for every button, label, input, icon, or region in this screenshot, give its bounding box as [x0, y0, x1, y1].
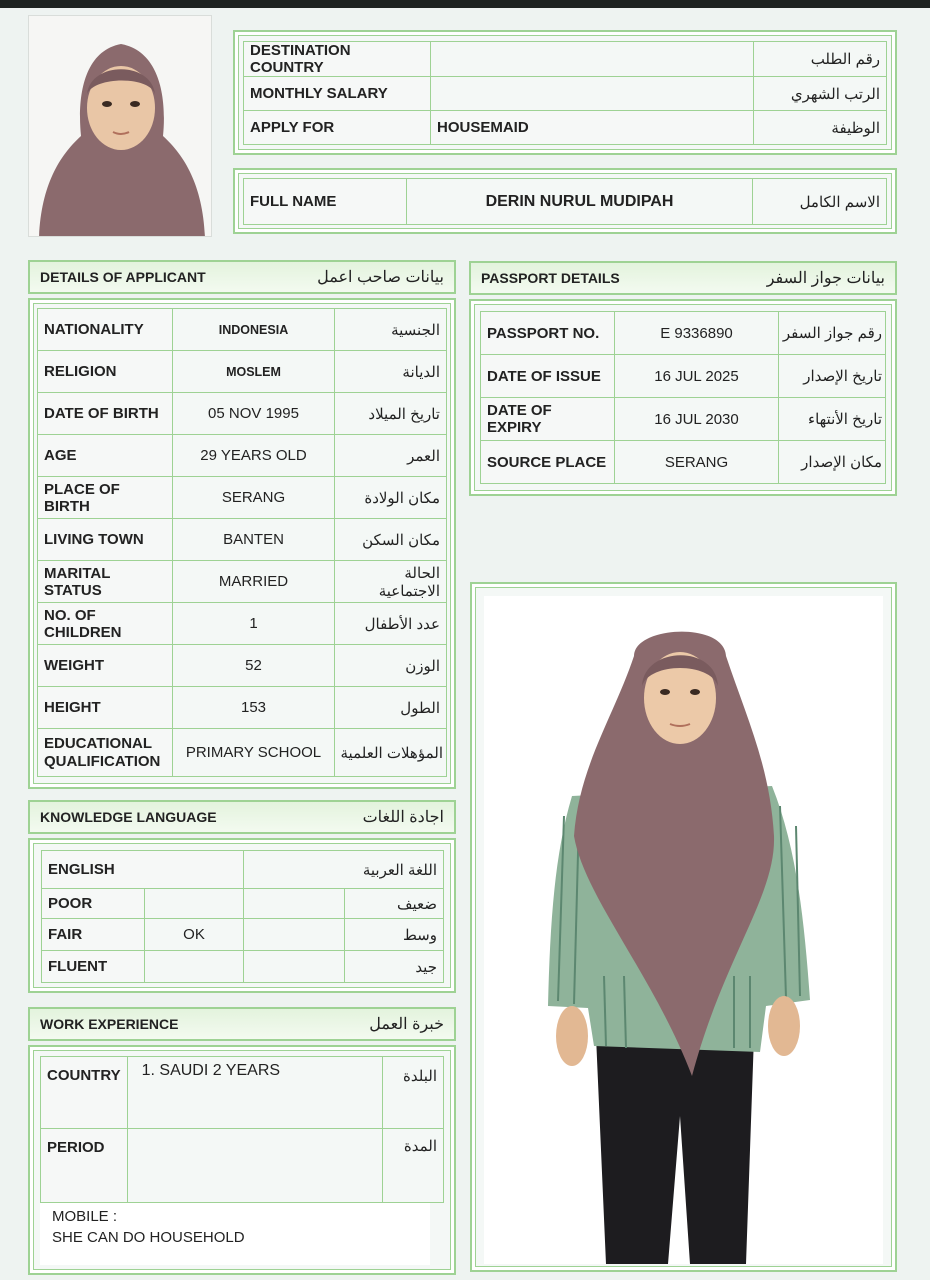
english-label: ENGLISH	[42, 851, 244, 889]
row-label: DATE OF EXPIRY	[481, 398, 615, 441]
arabic-label: اللغة العربية	[244, 851, 444, 889]
table-row	[38, 477, 447, 519]
row-value: 05 NOV 1995	[173, 393, 335, 435]
applicant-table	[37, 308, 447, 777]
row-value: 153	[173, 687, 335, 729]
value	[431, 42, 754, 77]
passport-header	[469, 261, 897, 295]
row-label: AGE	[38, 435, 173, 477]
notes-box	[40, 1203, 430, 1265]
row-label-ar: رقم جواز السفر	[779, 312, 886, 355]
job-table	[243, 41, 887, 145]
row-value: 1	[173, 603, 335, 645]
row-monthly-salary	[244, 77, 887, 111]
row-label: PLACE OF BIRTH	[38, 477, 173, 519]
applicant-header	[28, 260, 456, 294]
row-label-ar: الطول	[335, 687, 447, 729]
work-header-title: WORK EXPERIENCE	[40, 1016, 179, 1032]
label-ar: الرتب الشهري	[754, 77, 887, 111]
row-label: DATE OF BIRTH	[38, 393, 173, 435]
row-value: MARRIED	[173, 561, 335, 603]
label: APPLY FOR	[244, 111, 431, 145]
level-label-ar: وسط	[345, 919, 444, 951]
label-line-2: QUALIFICATION	[44, 752, 161, 770]
table-row	[38, 729, 447, 777]
work-header-ar: خبرة العمل	[369, 1016, 444, 1033]
row-value: SERANG	[173, 477, 335, 519]
row-destination-country	[244, 42, 887, 77]
applicant-header-ar: بيانات صاحب اعمل	[317, 269, 444, 286]
row-value: PRIMARY SCHOOL	[173, 729, 335, 777]
row-value: INDONESIA	[173, 309, 335, 351]
table-row	[42, 851, 444, 889]
passport-table	[480, 311, 886, 484]
row-value: 29 YEARS OLD	[173, 435, 335, 477]
passport-header-title: PASSPORT DETAILS	[481, 270, 620, 286]
full-name-label-ar: الاسم الكامل	[753, 179, 887, 225]
row-value: SERANG	[615, 441, 779, 484]
top-edge	[0, 0, 930, 8]
row-apply-for	[244, 111, 887, 145]
row-label: LIVING TOWN	[38, 519, 173, 561]
table-row	[38, 687, 447, 729]
row-value: MOSLEM	[173, 351, 335, 393]
table-row	[481, 312, 886, 355]
language-header	[28, 800, 456, 834]
table-row	[41, 1057, 444, 1129]
country-label: COUNTRY	[41, 1057, 128, 1129]
row-label: NO. OF CHILDREN	[38, 603, 173, 645]
full-body-photo	[484, 596, 883, 1264]
table-row	[38, 519, 447, 561]
table-row	[481, 355, 886, 398]
table-row	[42, 889, 444, 919]
row-label-ar: العمر	[335, 435, 447, 477]
row-label-ar: تاريخ الأنتهاء	[779, 398, 886, 441]
row-label-ar: الجنسية	[335, 309, 447, 351]
table-row	[38, 645, 447, 687]
row-value: 52	[173, 645, 335, 687]
label: DESTINATION COUNTRY	[244, 42, 431, 77]
mobile-note: MOBILE :	[52, 1208, 118, 1225]
country-label-ar: البلدة	[382, 1057, 443, 1129]
arabic-level	[244, 889, 345, 919]
period-label: PERIOD	[41, 1129, 128, 1203]
table-row	[38, 351, 447, 393]
english-level: OK	[145, 919, 244, 951]
row-label-ar: تاريخ الميلاد	[335, 393, 447, 435]
level-label: FAIR	[42, 919, 145, 951]
row-label-ar: الوزن	[335, 645, 447, 687]
row-label: NATIONALITY	[38, 309, 173, 351]
row-label: HEIGHT	[38, 687, 173, 729]
row-label: RELIGION	[38, 351, 173, 393]
label-line-1: EDUCATIONAL	[44, 734, 153, 752]
label-ar: الوظيفة	[754, 111, 887, 145]
table-row	[38, 309, 447, 351]
value	[431, 77, 754, 111]
level-label: POOR	[42, 889, 145, 919]
table-row	[38, 561, 447, 603]
value: HOUSEMAID	[431, 111, 754, 145]
row-label-ar: عدد الأطفال	[335, 603, 447, 645]
language-header-title: KNOWLEDGE LANGUAGE	[40, 809, 217, 825]
arabic-level	[244, 919, 345, 951]
row-label-ar: الديانة	[335, 351, 447, 393]
row-value: E 9336890	[615, 312, 779, 355]
row-label	[38, 729, 173, 777]
full-name-value: DERIN NURUL MUDIPAH	[407, 179, 753, 225]
english-level	[145, 889, 244, 919]
full-name-table	[243, 178, 887, 225]
skills-note: SHE CAN DO HOUSEHOLD	[52, 1229, 245, 1246]
passport-header-ar: بيانات جواز السفر	[766, 270, 885, 287]
period-label-ar: المدة	[382, 1129, 443, 1203]
row-label-ar: المؤهلات العلمية	[335, 729, 447, 777]
row-label: WEIGHT	[38, 645, 173, 687]
row-label: MARITAL STATUS	[38, 561, 173, 603]
table-row	[42, 951, 444, 983]
table-row	[38, 393, 447, 435]
arabic-level	[244, 951, 345, 983]
country-value: 1. SAUDI 2 YEARS	[127, 1057, 382, 1129]
english-level	[145, 951, 244, 983]
row-label: PASSPORT NO.	[481, 312, 615, 355]
row-label-ar: مكان السكن	[335, 519, 447, 561]
row-label-ar: مكان الولادة	[335, 477, 447, 519]
row-label-ar: الحالة الاجتماعية	[335, 561, 447, 603]
row-value: 16 JUL 2025	[615, 355, 779, 398]
level-label: FLUENT	[42, 951, 145, 983]
row-value: BANTEN	[173, 519, 335, 561]
level-label-ar: جيد	[345, 951, 444, 983]
label-ar: رقم الطلب	[754, 42, 887, 77]
work-header	[28, 1007, 456, 1041]
level-label-ar: ضعيف	[345, 889, 444, 919]
table-row	[38, 435, 447, 477]
row-value: 16 JUL 2030	[615, 398, 779, 441]
row-label: DATE OF ISSUE	[481, 355, 615, 398]
applicant-header-title: DETAILS OF APPLICANT	[40, 269, 206, 285]
table-row	[481, 398, 886, 441]
portrait-photo	[28, 15, 212, 237]
table-row	[41, 1129, 444, 1203]
row-label-ar: مكان الإصدار	[779, 441, 886, 484]
work-table	[40, 1056, 444, 1203]
language-table	[41, 850, 444, 983]
row-label-ar: تاريخ الإصدار	[779, 355, 886, 398]
table-row	[38, 603, 447, 645]
period-value	[127, 1129, 382, 1203]
full-name-label: FULL NAME	[244, 179, 407, 225]
row-label: SOURCE PLACE	[481, 441, 615, 484]
language-header-ar: اجادة اللغات	[362, 809, 444, 826]
table-row	[481, 441, 886, 484]
table-row	[42, 919, 444, 951]
label: MONTHLY SALARY	[244, 77, 431, 111]
